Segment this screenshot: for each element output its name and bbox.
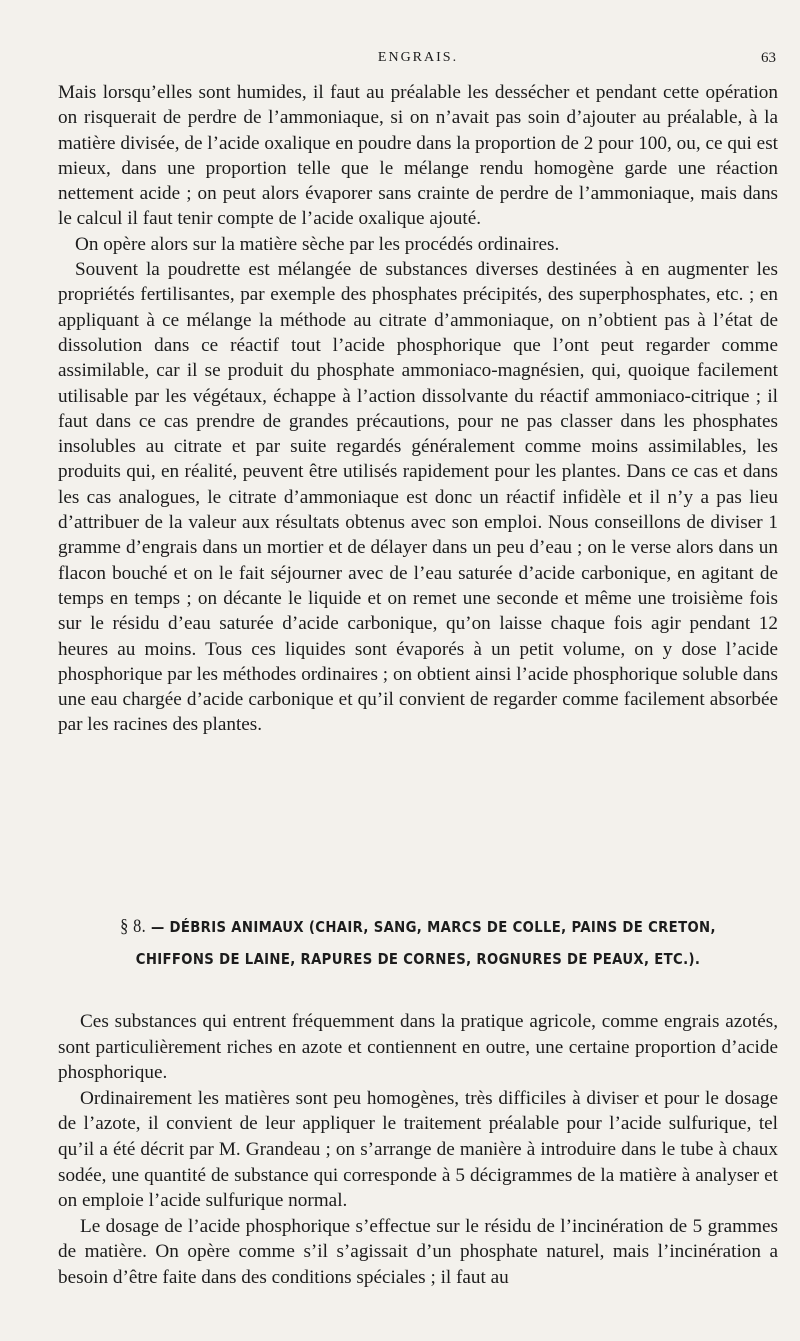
section-heading-line-2: CHIFFONS DE LAINE, RAPURES DE CORNES, ROGNURES DE PEAUX, ETC.).: [135, 950, 701, 968]
section-text: [58, 1009, 778, 1291]
section-mark: § 8.: [120, 916, 147, 937]
section-heading: [108, 911, 727, 975]
section-heading-text-1: — DÉBRIS ANIMAUX (CHAIR, SANG, MARCS DE COLLE, PAINS DE CRETON,: [150, 918, 716, 936]
paragraph: Mais lorsqu’elles sont humides, il faut au préalable les dessécher et pendant cette opération on risquerait de perdre de l’ammoniaque, si on n’avait pas soin d’ajouter au préalable, à la matière divisée, de l’acide oxalique en poudre dans la proportion de 2 pour 100, ou, ce qui est mieux, dans une proportion telle que le mélange rendu homogène garde une réaction nettement acide ; on peut alors évaporer sans crainte de perdre de l’ammoniaque, mais dans le calcul il faut tenir compte de l’acide oxalique ajouté.: [58, 82, 778, 230]
paragraph: On opère alors sur la matière sèche par les procédés ordinaires.: [75, 233, 560, 255]
paragraph: Ordinairement les matières sont peu homogènes, très difficiles à diviser et pour le dosage de l’azote, il convient de leur appliquer le traitement préalable pour l’acide sulfurique, tel qu’il a été décrit par M. Grandeau ; on s’arrange de manière à introduire dans le tube à chaux sodée, une quantité de substance qui corresponde à 5 décigrammes de la matière à analyser et on emploie l’acide sulfurique normal.: [58, 1087, 778, 1212]
paragraph: Le dosage de l’acide phosphorique s’effectue sur le résidu de l’incinération de 5 grammes de matière. On opère comme s’il s’agissait d’un phosphate naturel, mais l’incinération a besoin d’être faite dans des conditions spéciales ; il faut au: [58, 1215, 778, 1288]
body-text: [58, 80, 778, 738]
running-head: [58, 50, 778, 68]
section-heading-line-1: [108, 911, 727, 943]
page-number: 63: [761, 50, 776, 66]
paragraph: Souvent la poudrette est mélangée de substances diverses destinées à en augmenter les propriétés fertilisantes, par exemple des phosphates précipités, des superphosphates, etc. ; en appliquant à ce mélange la méthode au citrate d’ammoniaque, on n’obtient pas à l’état de dissolution dans ce réactif tout l’acide phosphorique que l’ont peut regarder comme assimilable, car il se produit du phosphate ammoniaco-magnésien, qui, quoique facilement utilisable par les végétaux, échappe à l’action dissolvante du réactif ammoniaco-citrique ; il faut dans ce cas prendre de grandes précautions, pour ne pas classer dans les phosphates insolubles au citrate et par suite regardés généralement comme moins assimilables, les produits qui, en réalité, peuvent être utilisés rapidement pour les plantes. Dans ce cas et dans les cas analogues, le citrate d’ammoniaque est donc un réactif infidèle et il n’y a pas lieu d’attribuer de la valeur aux résultats obtenus avec son emploi. Nous conseillons de diviser 1 gramme d’engrais dans un mortier et de délayer dans un peu d’eau ; on le verse alors dans un flacon bouché et on le fait séjourner avec de l’eau saturée d’acide carbonique, en agitant de temps en temps ; on décante le liquide et on remet une seconde et même une troisième fois sur le résidu d’eau saturée d’acide carbonique, qu’on laisse chaque fois agir pendant 12 heures au moins. Tous ces liquides sont évaporés à un petit volume, on y dose l’acide phosphorique par les méthodes ordinaires ; on obtient ainsi l’acide phosphorique soluble dans une eau chargée d’acide carbonique et qu’il convient de regarder comme facilement absorbée par les racines des plantes.: [58, 259, 778, 736]
running-title: ENGRAIS.: [377, 50, 459, 65]
paragraph: Ces substances qui entrent fréquemment dans la pratique agricole, comme engrais azotés, sont particulièrement riches en azote et contiennent en outre, une certaine proportion d’acide phosphorique.: [58, 1011, 778, 1084]
